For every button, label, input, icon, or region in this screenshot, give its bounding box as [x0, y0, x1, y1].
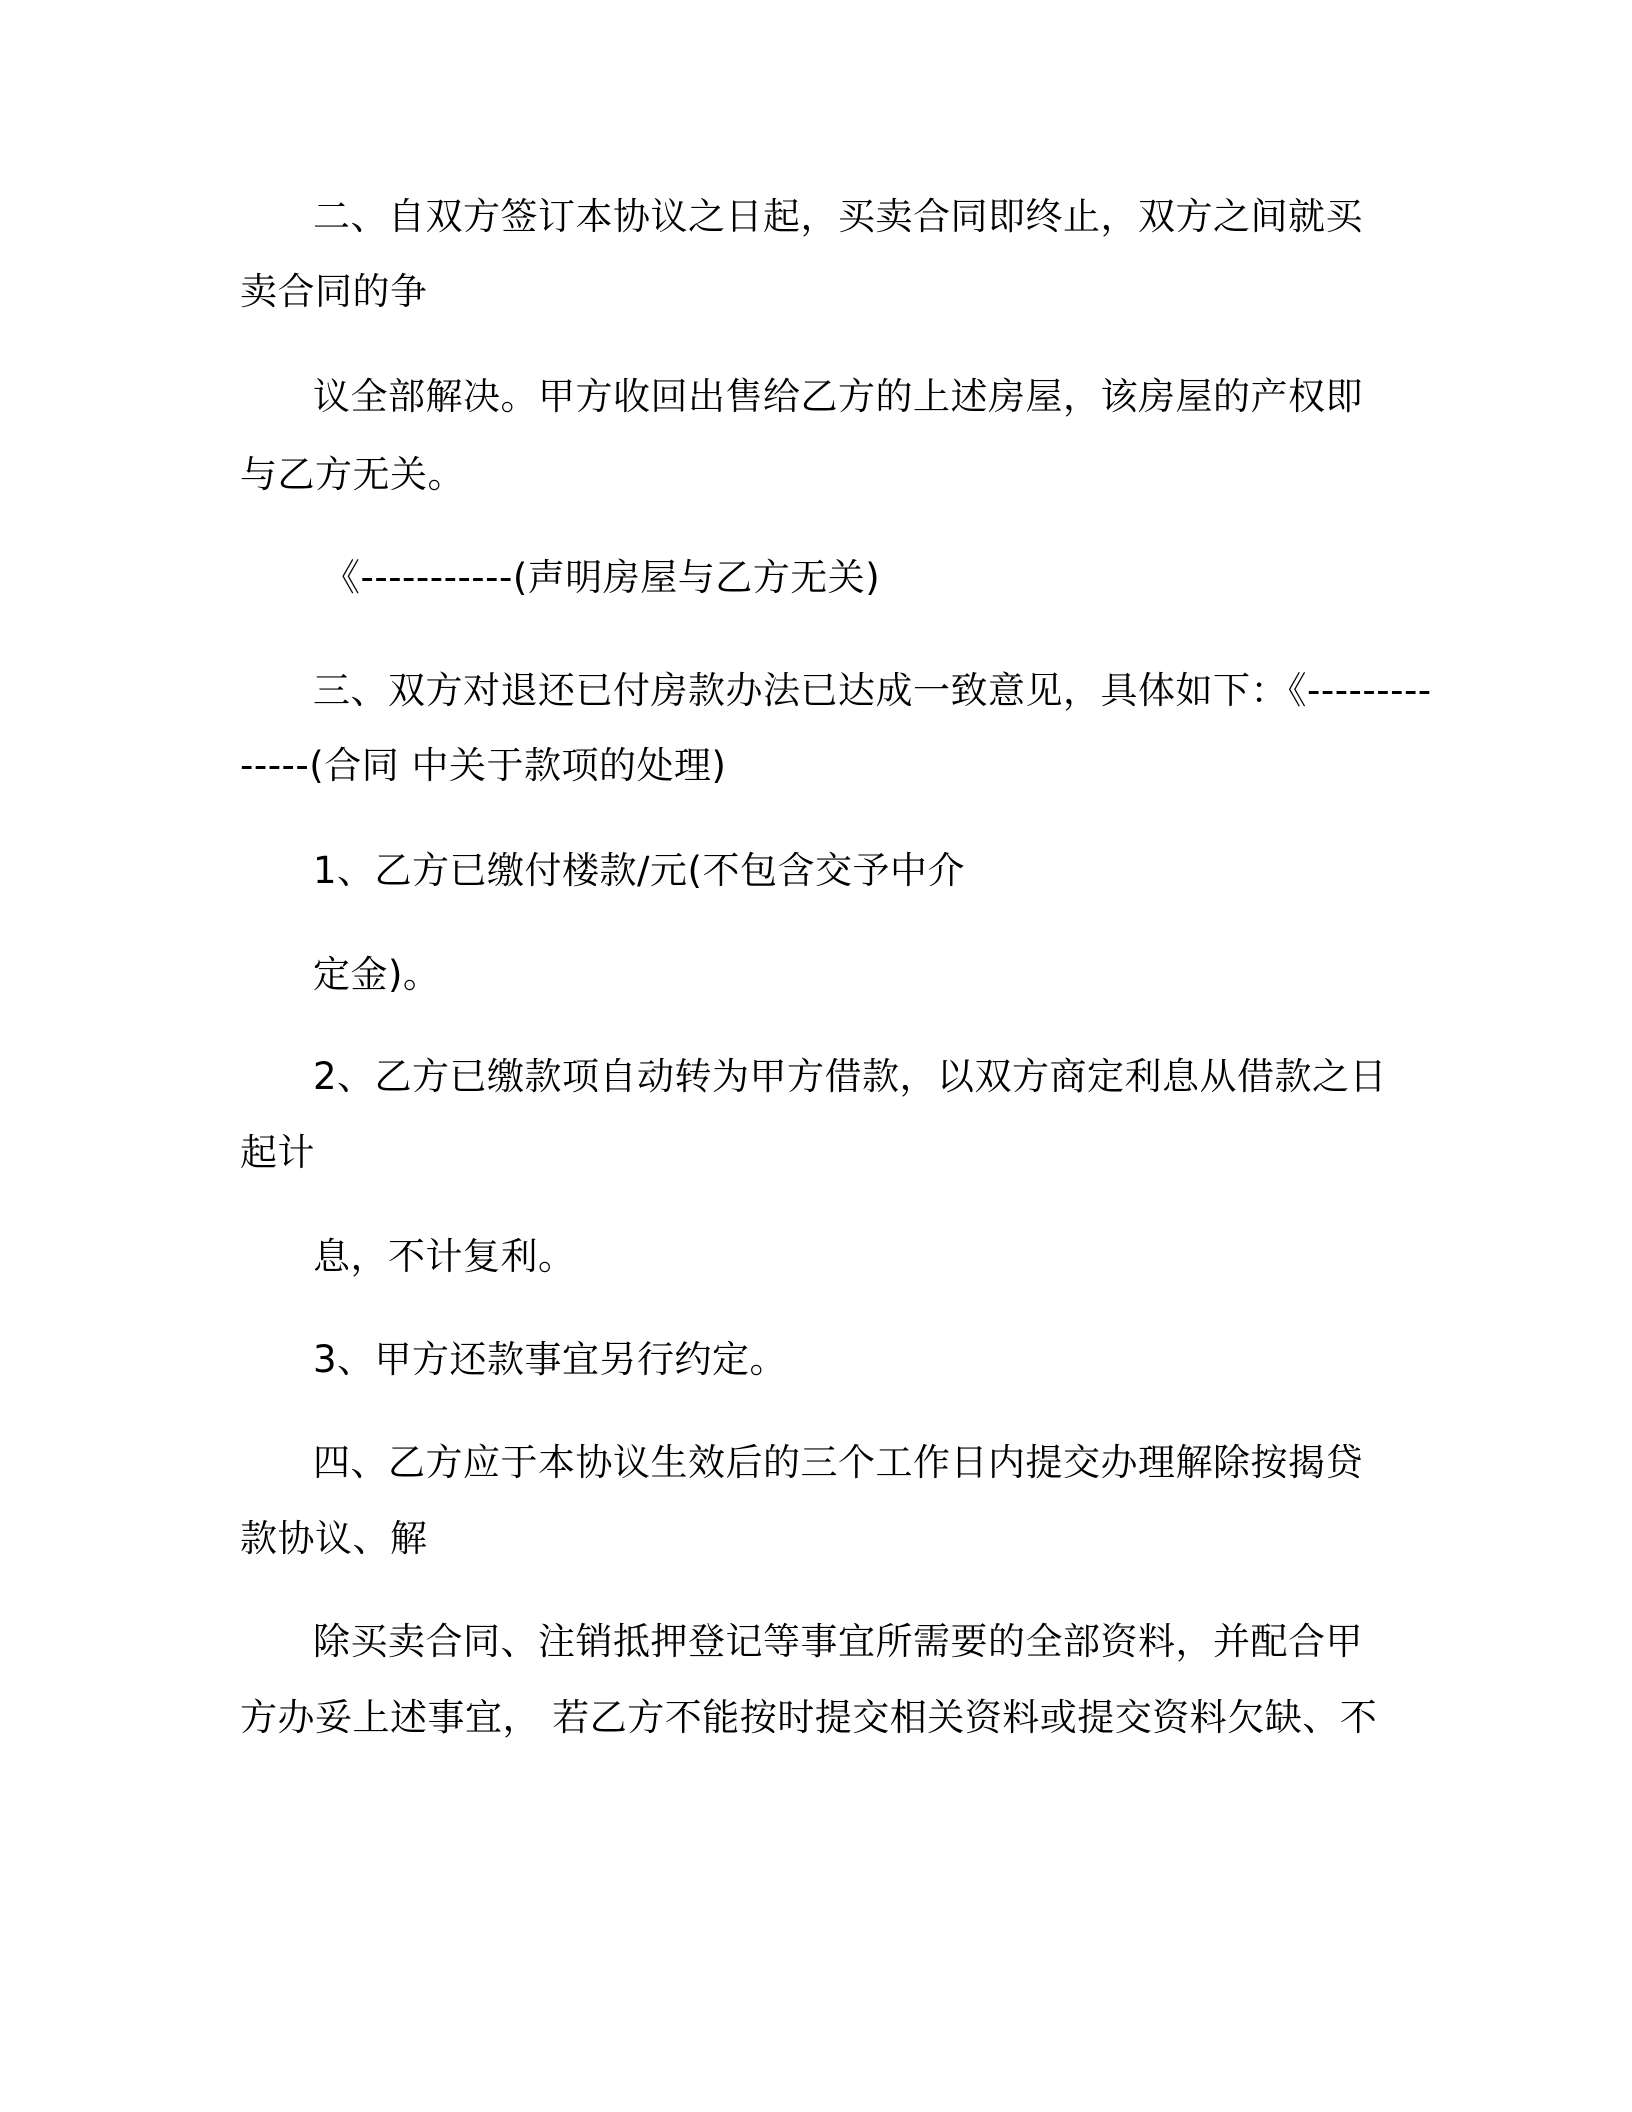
- item-2-line-3: 息，不计复利。: [313, 1235, 576, 1278]
- clause-2-line-3: 议全部解决。甲方收回出售给乙方的上述房屋，该房屋的产权即: [313, 375, 1363, 418]
- item-2-line-1: 2、乙方已缴款项自动转为甲方借款，以双方商定利息从借款之日: [313, 1055, 1388, 1098]
- item-3-line-1: 3、甲方还款事宜另行约定。: [313, 1338, 788, 1381]
- item-2-line-2: 起计: [240, 1131, 315, 1174]
- clause-2-line-1: 二、自双方签订本协议之日起，买卖合同即终止，双方之间就买: [313, 195, 1363, 238]
- clause-3-line-2: -----(合同 中关于款项的处理): [240, 744, 727, 787]
- clause-2-line-2: 卖合同的争: [240, 270, 428, 313]
- item-1-line-2: 定金)。: [313, 953, 441, 996]
- clause-3-line-1: 三、双方对退还已付房款办法已达成一致意见，具体如下：《---------: [313, 669, 1432, 712]
- clause-2-line-4: 与乙方无关。: [240, 453, 465, 496]
- item-1-line-1: 1、乙方已缴付楼款/元(不包含交予中介: [313, 849, 965, 892]
- clause-4-line-4: 方办妥上述事宜， 若乙方不能按时提交相关资料或提交资料欠缺、不: [240, 1696, 1378, 1739]
- clause-2-note: 《-----------(声明房屋与乙方无关): [323, 556, 881, 599]
- clause-4-line-1: 四、乙方应于本协议生效后的三个工作日内提交办理解除按揭贷: [313, 1441, 1363, 1484]
- clause-4-line-2: 款协议、解: [240, 1517, 428, 1560]
- clause-4-line-3: 除买卖合同、注销抵押登记等事宜所需要的全部资料，并配合甲: [313, 1620, 1363, 1663]
